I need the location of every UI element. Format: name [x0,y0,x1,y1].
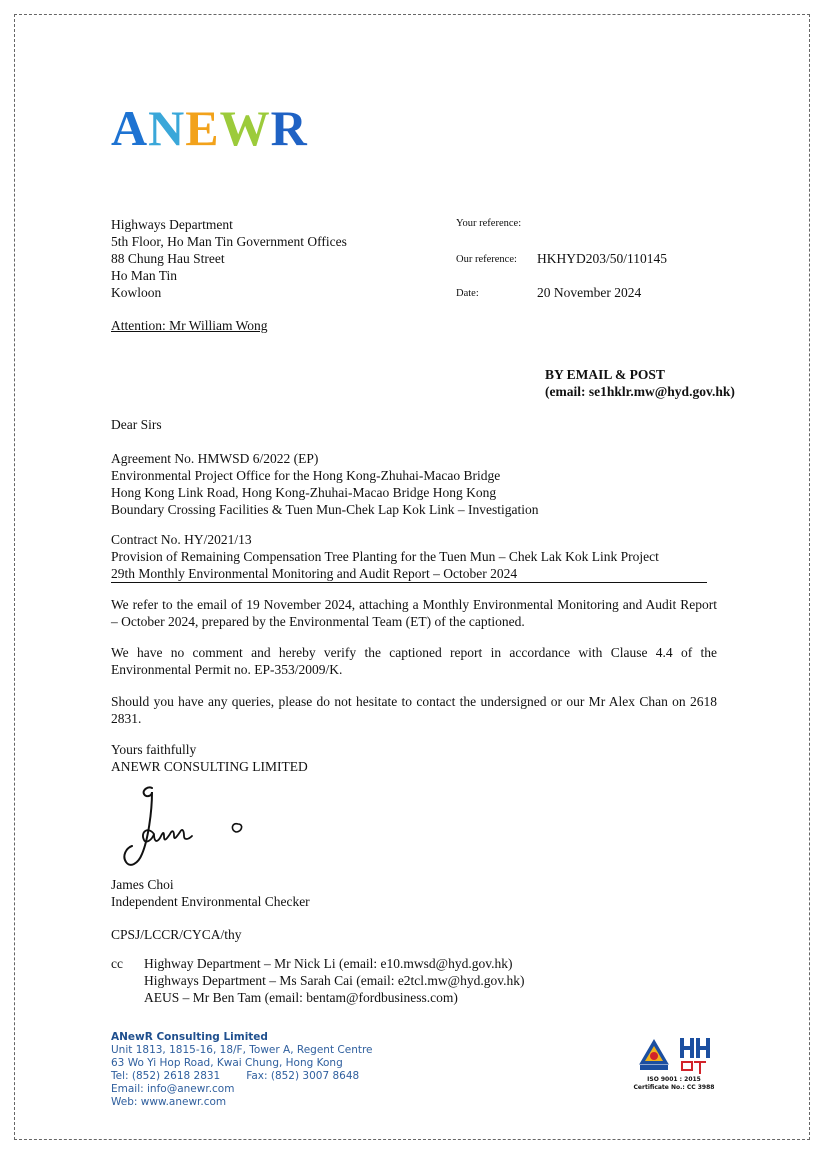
date-value: 20 November 2024 [537,285,642,300]
body-paragraph: Should you have any queries, please do not hesitate to contact the undersigned or our Mr Alex Chan on 2618 2831. [111,694,717,726]
footer-address: 63 Wo Yi Hop Road, Kwai Chung, Hong Kong [111,1057,343,1069]
our-reference-label: Our reference: [456,254,517,265]
attention-line: Attention: Mr William Wong [111,318,268,333]
cc-line: Highways Department – Ms Sarah Cai (email: e2tcl.mw@hyd.gov.hk) [144,973,525,988]
report-title [111,566,707,583]
letterhead-footer [111,1031,373,1109]
salutation: Dear Sirs [111,417,162,432]
company-logo [111,100,308,156]
your-reference-label: Your reference: [456,218,522,229]
signer-title: Independent Environmental Checker [111,894,310,909]
agreement-line: Boundary Crossing Facilities & Tuen Mun-Chek Lap Kok Link – Investigation [111,502,539,517]
date-label: Date: [456,288,479,299]
address-line: Ho Man Tin [111,268,178,283]
cc-line: Highway Department – Mr Nick Li (email: e10.mwsd@hyd.gov.hk) [144,956,513,971]
logo-letter: R [270,100,308,156]
contract-block [111,531,707,583]
footer-email: Email: info@anewr.com [111,1083,235,1095]
contract-line: Contract No. HY/2021/13 [111,532,252,547]
valediction: Yours faithfully [111,742,197,757]
handwritten-signature [118,782,258,874]
cc-label: cc [111,956,123,971]
footer-company: ANewR Consulting Limited [111,1031,268,1043]
address-line: Highways Department [111,217,233,232]
reference-code: CPSJ/LCCR/CYCA/thy [111,927,242,942]
footer-tel: Tel: (852) 2618 2831 [111,1070,221,1082]
footer-web: Web: www.anewr.com [111,1096,227,1108]
footer-fax: Fax: (852) 3007 8648 [246,1070,360,1082]
report-title-text: 29th Monthly Environmental Monitoring and Audit Report – October 2024 [111,566,518,581]
body-paragraph: We refer to the email of 19 November 2024, attaching a Monthly Environmental Monitoring and Audit Report – October 2024, prepared by the Environmental Team (ET) of the captioned. [111,597,717,629]
footer-address: Unit 1813, 1815-16, 18/F, Tower A, Regent Centre [111,1044,373,1056]
delivery-method: BY EMAIL & POST [545,367,665,382]
our-reference-value: HKHYD203/50/110145 [537,251,667,266]
address-line: 88 Chung Hau Street [111,251,225,266]
address-line: Kowloon [111,285,162,300]
footer-phone-row [111,1070,373,1083]
agreement-line: Hong Kong Link Road, Hong Kong-Zhuhai-Macao Bridge Hong Kong [111,485,497,500]
delivery-email: (email: se1hklr.mw@hyd.gov.hk) [545,384,735,399]
signer-name: James Choi [111,877,174,892]
agreement-block [111,450,538,518]
iso-standard: ISO 9001 : 2015 [647,1076,701,1083]
logo-letter: A [111,100,149,156]
logo-letter: N [148,100,186,156]
cc-list [144,955,524,1006]
agreement-line: Environmental Project Office for the Hong Kong-Zhuhai-Macao Bridge [111,468,501,483]
logo-letter: W [219,100,271,156]
certificate-number: Certificate No.: CC 3988 [633,1084,715,1091]
logo-letter: E [185,100,220,156]
recipient-address [111,216,347,301]
cc-line: AEUS – Mr Ben Tam (email: bentam@fordbusiness.com) [144,990,458,1005]
address-line: 5th Floor, Ho Man Tin Government Offices [111,234,347,249]
closing-company: ANEWR CONSULTING LIMITED [111,759,308,774]
contract-line: Provision of Remaining Compensation Tree Planting for the Tuen Mun – Chek Lak Kok Link Project [111,549,659,564]
certification-text [630,1076,718,1092]
body-paragraph: We have no comment and hereby verify the captioned report in accordance with Clause 4.4 of the Environmental Permit no. EP-353/2009/K. [111,645,717,677]
agreement-line: Agreement No. HMWSD 6/2022 (EP) [111,451,319,466]
